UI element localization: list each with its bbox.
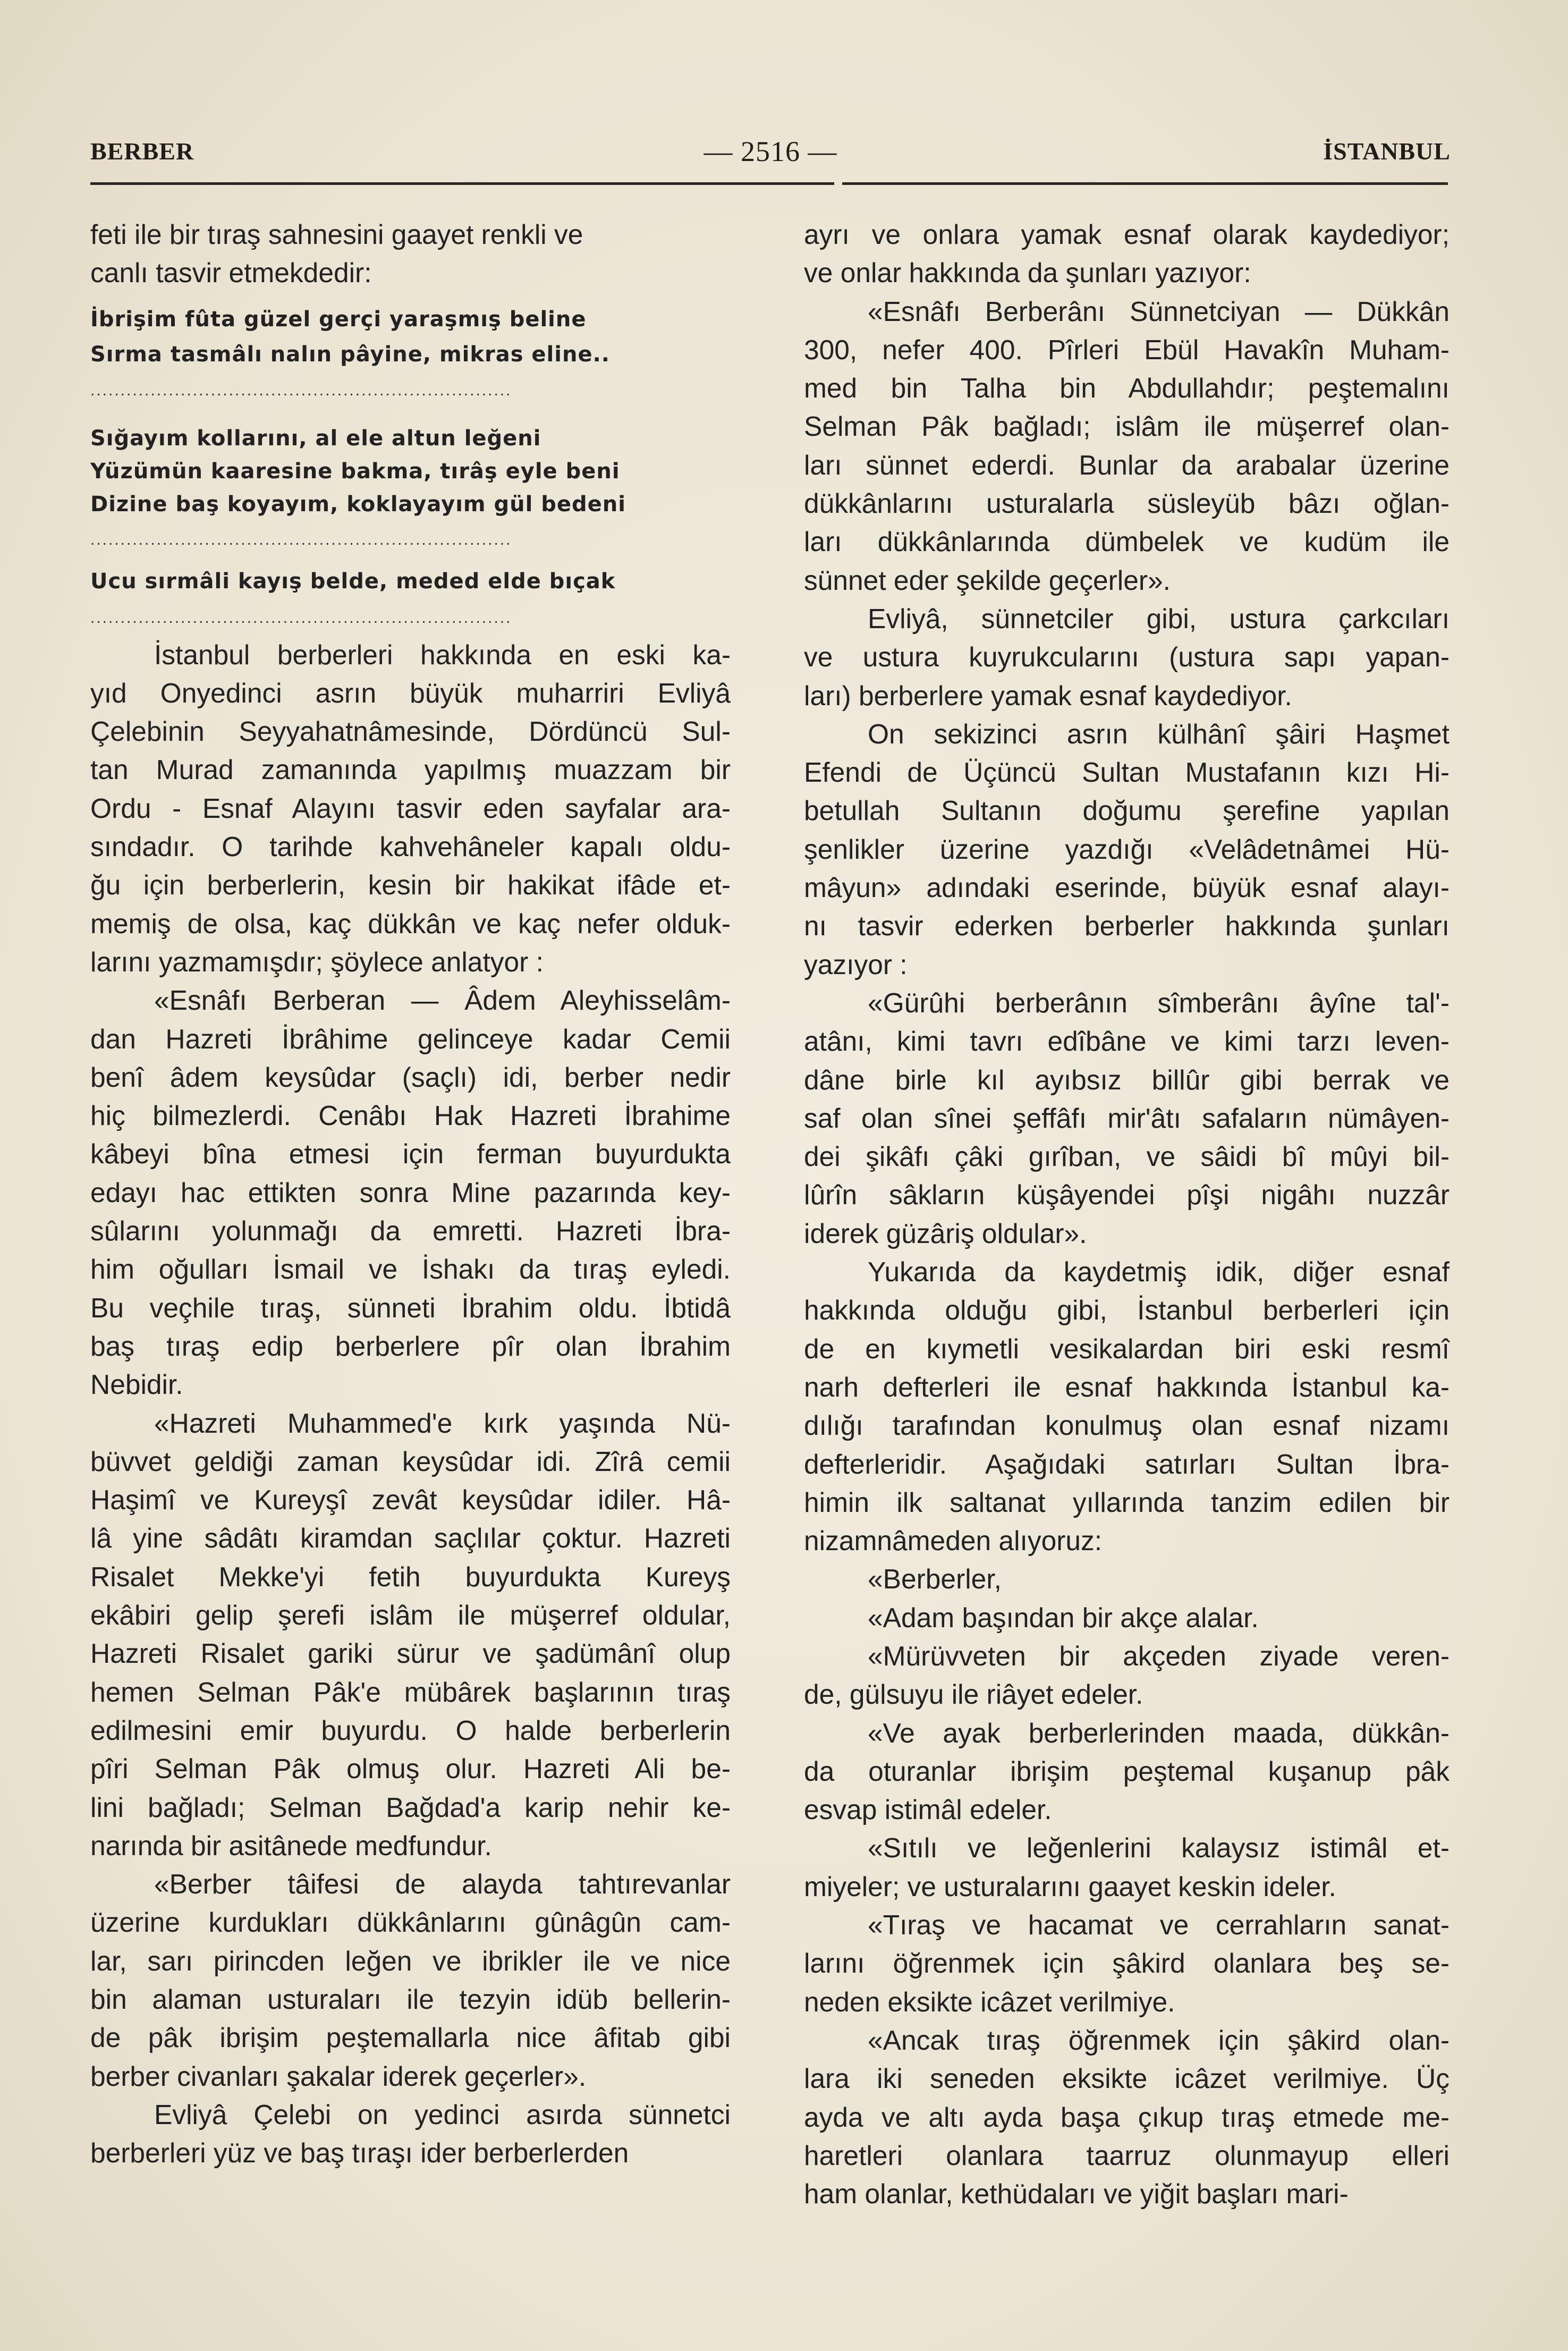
intro-line: feti ile bir tıraş sahnesini gaayet renkli ve — [90, 219, 583, 250]
verse-block-2 — [90, 422, 731, 521]
text-line: Efendi de Üçüncü Sultan Mustafanın kızı Hi- — [804, 757, 1450, 788]
text-line: Nebidir. — [90, 1369, 183, 1400]
text-line: dâne birle kıl ayıbsız billûr gibi berrak ve — [804, 1064, 1450, 1095]
text-line: de, gülsuyu ile riâyet edeler. — [804, 1679, 1143, 1710]
text-line: yıd Onyedinci asrın büyük muharriri Evliyâ — [90, 677, 731, 708]
ellipsis-separator: ...................................................................... — [90, 530, 512, 548]
text-line: «Sıtılı ve leğenlerini kalaysız istimâl et- — [868, 1832, 1450, 1864]
text-line: neden eksikte icâzet verilmiye. — [804, 1986, 1175, 2017]
text-line: larını yazmamışdır; şöylece anlatyor : — [90, 946, 544, 977]
text-line: dan Hazreti İbrâhime gelinceye kadar Cemii — [90, 1023, 731, 1054]
text-line: narh defterleri ile esnaf hakkında İstanbul ka- — [804, 1371, 1450, 1402]
text-line: kâbeyi bîna etmesi için ferman buyurdukta — [90, 1138, 731, 1170]
text-line: «Gürûhi berberânın sîmberânı âyîne tal'- — [868, 987, 1450, 1018]
text-line: pîri Selman Pâk olmuş olur. Hazreti Ali be- — [90, 1753, 731, 1785]
text-line: hemen Selman Pâk'e mübârek başlarının tıraş — [90, 1676, 731, 1707]
text-line: «Esnâfı Berberânı Sünnetciyan — Dükkân — [868, 295, 1450, 327]
verse-line: Ucu sırmâli kayış belde, meded elde bıçak — [90, 569, 616, 594]
text-line: de en kıymetli vesikalardan biri eski resmî — [804, 1333, 1450, 1364]
text-line: ları sünnet ederdi. Bunlar da arabalar üzerine — [804, 449, 1450, 480]
text-line: ekâbiri gelip şerefi islâm ile müşerref oldular, — [90, 1600, 731, 1631]
text-line: narında bir asitânede medfundur. — [90, 1830, 492, 1861]
text-line: bin alaman usturaları ile tezyin idüb bellerin- — [90, 1983, 731, 2015]
text-line: «Berberler, — [868, 1563, 1002, 1595]
text-line: sûlarını yolunmağı da emretti. Hazreti İbra- — [90, 1215, 731, 1247]
text-line: hiç bilmezlerdi. Cenâbı Hak Hazreti İbrahime — [90, 1100, 731, 1131]
text-line: yazıyor : — [804, 949, 908, 980]
header-section-title: BERBER — [90, 138, 194, 165]
text-line: ayda ve altı ayda başa çıkup tıraş etmede me- — [804, 2101, 1450, 2133]
right-column — [804, 215, 1450, 2213]
left-column-body — [90, 636, 731, 2172]
text-line: «Esnâfı Berberan — Âdem Aleyhisselâm- — [154, 985, 731, 1016]
text-line: dei şikâfı çâki gırîban, ve sâidi bî mûyi bil- — [804, 1141, 1450, 1172]
text-line: «Adam başından bir akçe alalar. — [868, 1602, 1259, 1633]
text-line: berberleri yüz ve baş tıraşı ider berberlerden — [90, 2137, 629, 2169]
text-line: «Mürüvveten bir akçeden ziyade veren- — [868, 1640, 1450, 1671]
text-line: larını öğrenmek için şâkird olanlara beş se- — [804, 1948, 1450, 1979]
text-line: şenlikler üzerine yazdığı «Velâdetnâmei Hü- — [804, 833, 1450, 865]
text-line: Bu veçhile tıraş, sünneti İbrahim oldu. İbtidâ — [90, 1292, 731, 1323]
text-line: «Tıraş ve hacamat ve cerrahların sanat- — [868, 1909, 1450, 1941]
text-line: nizamnâmeden alıyoruz: — [804, 1525, 1103, 1557]
verse-block-1 — [90, 302, 731, 372]
text-line: ve ustura kuyrukcularını (ustura sapı yapan- — [804, 641, 1450, 673]
text-line: tan Murad zamanında yapılmış muazzam bir — [90, 754, 731, 785]
header-rule-left — [90, 182, 834, 185]
text-line: Evliyâ, sünnetciler gibi, ustura çarkcıları — [868, 603, 1450, 634]
ellipsis-separator: ...................................................................... — [90, 608, 512, 627]
text-line: Risalet Mekke'yi fetih buyurdukta Kureyş — [90, 1561, 731, 1592]
text-line: de pâk ibrişim peştemallarla nice âfitab gibi — [90, 2022, 731, 2053]
text-line: benî âdem keysûdar (saçlı) idi, berber nedir — [90, 1061, 731, 1093]
text-line: ları) berberlere yamak esnaf kaydediyor. — [804, 680, 1292, 711]
verse-line: Sırma tasmâlı nalın pâyine, mikras eline.. — [90, 342, 610, 367]
text-line: ham olanlar, kethüdaları ve yiğit başları mari- — [804, 2178, 1349, 2210]
text-line: sındadır. O tarihde kahvehâneler kapalı oldu- — [90, 831, 731, 862]
text-line: ve onlar hakkında da şunları yazıyor: — [804, 257, 1251, 289]
text-line: Selman Pâk bağladı; islâm ile müşerref olan- — [804, 411, 1450, 442]
text-line: hakkında olduğu gibi, İstanbul berberleri için — [804, 1295, 1450, 1326]
text-line: haretleri olanlara taarruz olunmayup elleri — [804, 2139, 1450, 2171]
text-line: Evliyâ Çelebi on yedinci asırda sünnetci — [154, 2099, 731, 2130]
running-header — [90, 137, 1451, 169]
page-number: — 2516 — — [704, 136, 837, 167]
text-line: esvap istimâl edeler. — [804, 1794, 1052, 1825]
text-line: sünnet eder şekilde geçerler». — [804, 564, 1171, 596]
text-line: defterleridir. Aşağıdaki satırları Sultan İbra- — [804, 1448, 1450, 1479]
header-rule-right — [842, 182, 1448, 185]
text-line: dılığı tarafından konulmuş olan esnaf nizamı — [804, 1410, 1450, 1441]
text-line: mâyun» adındaki eserinde, büyük esnaf alayı- — [804, 872, 1450, 903]
text-line: Haşimî ve Kureyşî zevât keysûdar idiler. Hâ- — [90, 1484, 731, 1516]
text-line: edayı hac ettikten sonra Mine pazarında key- — [90, 1177, 731, 1208]
text-line: dükkânlarını usturalarla süsleyüb bâzı oğlan- — [804, 488, 1450, 519]
verse-line: Yüzümün kaaresine bakma, tırâş eyle beni — [90, 459, 620, 484]
text-line: üzerine kurdukları dükkânlarını gûnâgûn cam- — [90, 1907, 731, 1938]
text-line: lâ yine sâdâtı kiramdan saçlılar çoktur. Hazreti — [90, 1523, 731, 1554]
text-line: Ordu - Esnaf Alayını tasvir eden sayfalar ara- — [90, 792, 731, 824]
text-line: «Ve ayak berberlerinden maada, dükkân- — [868, 1717, 1450, 1748]
text-line: edilmesini emir buyurdu. O halde berberlerin — [90, 1714, 731, 1746]
text-line: 300, nefer 400. Pîrleri Ebül Havakîn Muham- — [804, 334, 1450, 365]
header-city-title: İSTANBUL — [1323, 138, 1451, 165]
text-line: med bin Talha bin Abdullahdır; peştemalını — [804, 373, 1450, 404]
text-line: miyeler; ve usturalarını gaayet keskin ideler. — [804, 1871, 1336, 1902]
text-line: ları dükkânlarında dümbelek ve kudüm ile — [804, 526, 1450, 557]
text-line: saf olan sînei şeffâfı mir'âtı safaların nümâyen- — [804, 1102, 1450, 1134]
text-line: Yukarıda da kaydetmiş idik, diğer esnaf — [868, 1256, 1450, 1288]
text-line: Çelebinin Seyyahatnâmesinde, Dördüncü Sul- — [90, 716, 731, 747]
text-line: «Ancak tıraş öğrenmek için şâkird olan- — [868, 2024, 1450, 2056]
intro-line: canlı tasvir etmekdedir: — [90, 257, 372, 289]
text-line: da oturanlar ibrişim peştemal kuşanup pâk — [804, 1755, 1450, 1787]
text-line: nı tasvir ederken berberler hakkında şunları — [804, 910, 1450, 942]
text-line: iderek güzâriş oldular». — [804, 1217, 1087, 1249]
text-line: büvvet geldiği zaman keysûdar idi. Zîrâ cemii — [90, 1445, 731, 1477]
text-line: «Hazreti Muhammed'e kırk yaşında Nü- — [154, 1407, 731, 1439]
text-line: On sekizinci asrın külhânî şâiri Haşmet — [868, 718, 1450, 749]
text-line: baş tıraş edip berberlere pîr olan İbrahim — [90, 1330, 731, 1361]
text-line: atânı, kimi tavrı edîbâne ve kimi tarzı leven- — [804, 1026, 1450, 1057]
text-line: him oğulları İsmail ve İshakı da tıraş eyledi. — [90, 1254, 731, 1285]
ellipsis-separator: ...................................................................... — [90, 381, 512, 399]
text-line: Hazreti Risalet gariki sürur ve şadümânî olup — [90, 1638, 731, 1669]
text-line: berber civanları şakalar iderek geçerler». — [90, 2060, 587, 2092]
text-line: betullah Sultanın doğumu şerefine yapılan — [804, 795, 1450, 826]
right-column-body — [804, 215, 1450, 2213]
text-line: lini bağladı; Selman Bağdad'a karip nehir ke- — [90, 1791, 731, 1823]
verse-block-3 — [90, 562, 731, 601]
verse-line: Dizine baş koyayım, koklayayım gül bedeni — [90, 492, 626, 517]
text-line: ğu için berberlerin, kesin bir hakikat ifâde et- — [90, 869, 731, 901]
text-line: himin ilk saltanat yıllarında tanzim edilen bir — [804, 1486, 1450, 1518]
text-line: lara iki seneden eksikte icâzet verilmiye. Üç — [804, 2063, 1450, 2094]
text-line: ayrı ve onlara yamak esnaf olarak kaydediyor; — [804, 219, 1450, 250]
text-line: İstanbul berberleri hakkında en eski ka- — [154, 639, 731, 670]
verse-line: Sığayım kollarını, al ele altun leğeni — [90, 426, 541, 451]
verse-line: İbrişim fûta güzel gerçi yaraşmış beline — [90, 307, 587, 332]
left-column — [90, 215, 731, 2172]
text-line: lûrîn sâkların küşâyendei pîşi nigâhı nuzzâr — [804, 1179, 1450, 1211]
text-line: memiş de olsa, kaç dükkân ve kaç nefer olduk- — [90, 908, 731, 939]
text-line: «Berber tâifesi de alayda tahtırevanlar — [154, 1868, 731, 1900]
text-line: lar, sarı pirincden leğen ve ibrikler ile ve nice — [90, 1945, 731, 1976]
